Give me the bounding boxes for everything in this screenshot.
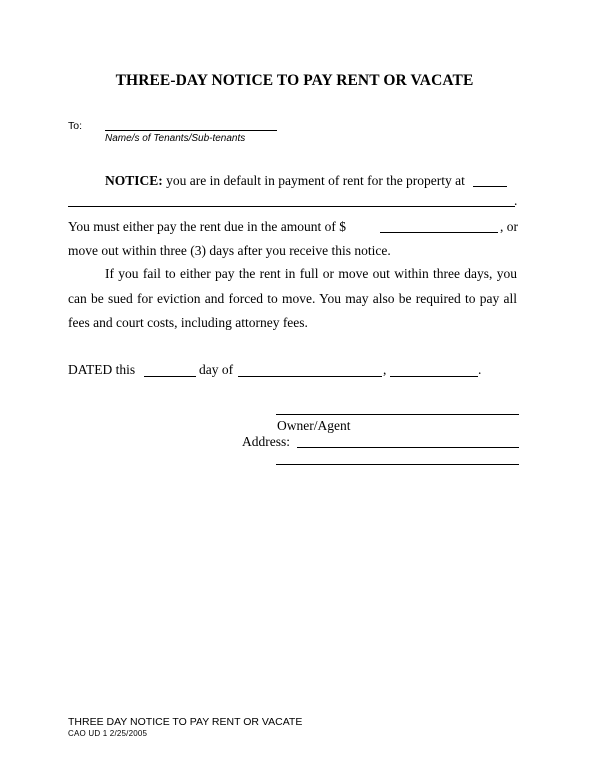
tenant-name-field[interactable] bbox=[105, 130, 277, 131]
day-of-label: day of bbox=[199, 362, 234, 377]
dated-day-field[interactable] bbox=[144, 376, 196, 377]
notice-heading: NOTICE: bbox=[105, 173, 163, 188]
eviction-warning-line-3: fees and court costs, including attorney fees. bbox=[68, 315, 308, 330]
move-out-statement: move out within three (3) days after you receive this notice. bbox=[68, 243, 391, 258]
owner-signature-field[interactable] bbox=[276, 414, 519, 415]
owner-address-label: Address: bbox=[242, 434, 290, 449]
owner-address-field-2[interactable] bbox=[276, 464, 519, 465]
address-period: . bbox=[514, 193, 518, 208]
property-address-field-start[interactable] bbox=[473, 186, 507, 187]
owner-address-field-1[interactable] bbox=[297, 447, 519, 448]
pay-statement: You must either pay the rent due in the amount of $ bbox=[68, 219, 346, 234]
rent-amount-field[interactable] bbox=[380, 232, 498, 233]
eviction-warning-line-2: can be sued for eviction and forced to move. You may also be required to pay all bbox=[68, 291, 517, 306]
footer-title: THREE DAY NOTICE TO PAY RENT OR VACATE bbox=[68, 716, 303, 728]
notice-text: you are in default in payment of rent for the property at bbox=[162, 173, 465, 188]
dated-comma: , bbox=[383, 362, 387, 377]
dated-period: . bbox=[478, 362, 482, 377]
page-title: THREE-DAY NOTICE TO PAY RENT OR VACATE bbox=[115, 72, 474, 89]
dated-month-field[interactable] bbox=[238, 376, 382, 377]
tenant-caption: Name/s of Tenants/Sub-tenants bbox=[105, 133, 246, 144]
footer-form-code: CAO UD 1 2/25/2005 bbox=[68, 729, 148, 738]
owner-agent-label: Owner/Agent bbox=[277, 418, 351, 433]
dated-label: DATED this bbox=[68, 362, 136, 377]
to-label: To: bbox=[68, 120, 83, 132]
dated-year-field[interactable] bbox=[390, 376, 478, 377]
property-address-field[interactable] bbox=[68, 206, 515, 207]
pay-statement-end: , or bbox=[500, 219, 518, 234]
eviction-warning-line-1: If you fail to either pay the rent in full or move out within three days, you bbox=[105, 266, 517, 281]
notice-statement bbox=[105, 173, 465, 189]
